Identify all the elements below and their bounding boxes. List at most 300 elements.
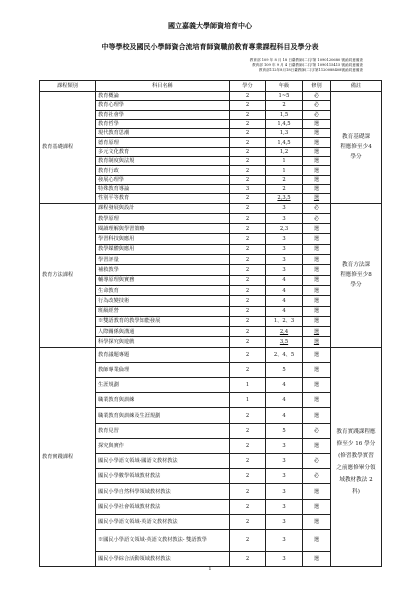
credits-cell (230, 147, 266, 156)
note-line: 教育方法課 (342, 262, 370, 269)
type-text: 必 (313, 93, 320, 100)
course-name-text: 性別平等教育 (98, 195, 130, 202)
credits-text: 2 (245, 130, 250, 137)
note-line: 程應修至少4 (340, 144, 372, 151)
credits-text: 2 (245, 367, 250, 373)
credits-text: 2 (245, 473, 250, 480)
note-line: 修至少 16 學分 (336, 440, 376, 447)
course-name-cell (96, 306, 230, 316)
course-name-text: 課程發展與設計 (98, 205, 135, 212)
note-cell (331, 92, 382, 204)
approval-line: 教育部112年8月18日臺教師(二)字第1120088408號函同意備查 (258, 68, 363, 72)
type-cell (303, 110, 331, 119)
year-cell (266, 551, 303, 566)
course-name-cell (96, 194, 230, 203)
credits-cell (230, 362, 266, 377)
type-cell (303, 138, 331, 147)
note-line: 之前應修畢分領 (336, 464, 376, 471)
year-cell (266, 393, 303, 408)
type-cell (303, 224, 331, 234)
type-cell (303, 393, 331, 408)
course-name-text: 職業教育與訓練及生涯規劃 (98, 412, 161, 419)
credits-text: 2 (245, 195, 250, 202)
approval-line: 教育部 109 年 8 月 18 日臺教師(二)字第 1090120680 號函同意備查 (249, 58, 363, 62)
credits-cell (230, 408, 266, 423)
year-cell (266, 194, 303, 203)
type-text: 必 (313, 473, 320, 480)
course-name-text: ※國民小學語文領域-英語文教材教法- 雙語教學 (98, 537, 207, 544)
course-name-text: 國民小學綜合活動領域教材教法 (98, 556, 171, 563)
credits-text: 2 (245, 442, 250, 449)
type-cell (303, 157, 331, 166)
year-cell (266, 327, 303, 337)
credits-cell (230, 101, 266, 110)
type-cell (303, 499, 331, 514)
year-text: 3 (282, 256, 286, 263)
type-text: 選 (313, 382, 320, 389)
course-name-cell (96, 175, 230, 184)
year-cell (266, 285, 303, 295)
year-text: 2,4 (279, 328, 289, 335)
year-cell (266, 347, 303, 362)
type-cell (303, 194, 331, 203)
course-name-cell (96, 255, 230, 265)
course-name-text: 教育制度與法規 (98, 158, 135, 165)
credits-cell (230, 166, 266, 175)
type-cell (303, 265, 331, 275)
year-text: 1~5 (278, 93, 290, 100)
type-text: 選 (313, 537, 320, 544)
year-text: 1 (282, 158, 286, 165)
year-text: 3,5 (279, 339, 289, 346)
table-row (40, 347, 382, 362)
credits-cell (230, 423, 266, 438)
course-name-cell (96, 296, 230, 306)
column-header: 科目名稱 (96, 81, 230, 92)
year-cell (266, 275, 303, 285)
credits-cell (230, 184, 266, 193)
credits-text: 2 (245, 225, 250, 232)
course-name-text: 國民小學社會領域教材教法 (98, 503, 161, 510)
credits-text: 2 (245, 518, 250, 525)
document-subtitle: 中等學校及國民小學師資合流培育師資職前教育專業課程科目及學分表 (101, 42, 319, 51)
credits-text: 1 (245, 382, 250, 389)
credits-cell (230, 454, 266, 469)
credits-text: 2 (245, 458, 250, 465)
credits-cell (230, 438, 266, 453)
type-text: 選 (313, 397, 320, 404)
course-name-cell (96, 551, 230, 566)
type-text: 必 (313, 102, 320, 109)
type-cell (303, 166, 331, 175)
course-name-cell (96, 285, 230, 295)
year-cell (266, 213, 303, 223)
type-cell (303, 147, 331, 156)
course-name-cell (96, 347, 230, 362)
type-cell (303, 337, 331, 347)
course-name-cell (96, 499, 230, 514)
type-cell (303, 255, 331, 265)
credits-cell (230, 378, 266, 393)
year-cell (266, 423, 303, 438)
course-name-text: 探究與實作 (98, 442, 124, 449)
course-name-text: 科學探究與遊戲 (98, 339, 135, 346)
course-name-text: 國民小學語文領域-國語文教材教法 (98, 458, 178, 465)
course-name-text: 教育社會學 (98, 111, 124, 118)
credits-text: 2 (245, 537, 250, 544)
credits-cell (230, 347, 266, 362)
type-text: 選 (313, 488, 320, 495)
course-name-cell (96, 484, 230, 499)
year-text: 2 (282, 186, 286, 193)
note-line: 科) (352, 488, 360, 495)
year-cell (266, 469, 303, 484)
type-cell (303, 551, 331, 566)
credits-cell (230, 529, 266, 551)
credits-cell (230, 119, 266, 128)
credits-text: 2 (245, 111, 250, 118)
type-text: 選 (313, 167, 320, 174)
year-cell (266, 138, 303, 147)
credits-text: 2 (245, 93, 250, 100)
type-cell (303, 92, 331, 101)
type-text: 選 (313, 442, 320, 449)
course-name-text: 現代教育思潮 (98, 130, 130, 137)
course-name-text: 職業教育與訓練 (98, 397, 135, 404)
credits-text: 2 (245, 205, 250, 212)
year-cell (266, 454, 303, 469)
type-cell (303, 423, 331, 438)
type-cell (303, 306, 331, 316)
column-header: 年級 (266, 81, 303, 92)
year-text: 1,4,5 (277, 121, 291, 128)
type-cell (303, 119, 331, 128)
course-name-cell (96, 166, 230, 175)
credits-text: 2 (245, 148, 250, 155)
course-name-text: 教學原理 (98, 215, 119, 222)
course-name-text: 輔導原理與實務 (98, 277, 135, 284)
type-cell (303, 378, 331, 393)
year-cell (266, 408, 303, 423)
credits-cell (230, 296, 266, 306)
year-cell (266, 438, 303, 453)
course-name-text: 特殊教育導論 (98, 186, 130, 193)
page-number: 1 (208, 566, 212, 572)
year-text: 5 (282, 427, 286, 434)
credits-cell (230, 275, 266, 285)
credits-cell (230, 138, 266, 147)
course-name-text: 人際關係與溝通 (98, 328, 135, 335)
year-text: 3 (282, 537, 286, 544)
type-text: 選 (313, 121, 320, 128)
course-name-text: 教育哲學 (98, 121, 119, 128)
course-name-cell (96, 362, 230, 377)
column-header: 備註 (331, 81, 382, 92)
course-name-cell (96, 92, 230, 101)
type-cell (303, 438, 331, 453)
type-text: 選 (313, 339, 320, 346)
type-text: 選 (313, 256, 320, 263)
type-text: 必 (313, 205, 320, 212)
type-text: 選 (313, 176, 320, 183)
course-name-text: 閱讀理解與學習策略 (98, 225, 145, 232)
note-line: (修習教學實習 (338, 452, 374, 459)
type-text: 選 (313, 318, 320, 325)
course-name-text: 補救教學 (98, 266, 119, 273)
course-name-cell (96, 101, 230, 110)
credits-text: 2 (245, 246, 250, 253)
category-cell: 教育實踐課程 (40, 347, 96, 566)
course-name-cell (96, 224, 230, 234)
year-text: 4 (282, 308, 286, 315)
category-cell: 教育基礎課程 (40, 92, 96, 204)
course-name-text: 行為改變技術 (98, 297, 130, 304)
course-name-text: 發展心理學 (98, 176, 124, 183)
year-cell (266, 203, 303, 213)
course-table (39, 80, 382, 567)
year-cell (266, 129, 303, 138)
type-text: 選 (313, 518, 320, 525)
type-cell (303, 484, 331, 499)
year-text: 3 (282, 503, 286, 510)
document-title: 國立嘉義大學師資培育中心 (168, 21, 252, 30)
year-cell (266, 378, 303, 393)
note-line: 域教材教法 2 (339, 476, 373, 483)
year-cell (266, 362, 303, 377)
course-name-cell (96, 138, 230, 147)
course-name-cell (96, 423, 230, 438)
credits-text: 2 (245, 318, 250, 325)
credits-cell (230, 306, 266, 316)
table-row (40, 203, 382, 213)
type-cell (303, 514, 331, 529)
year-text: 3 (282, 215, 286, 222)
type-text: 必 (313, 458, 320, 465)
course-name-text: 班級經營 (98, 308, 119, 315)
year-text: 4 (282, 287, 286, 294)
course-name-text: 國民小學數學領域教材教法 (98, 473, 161, 480)
credits-text: 2 (245, 339, 250, 346)
credits-cell (230, 129, 266, 138)
type-text: 選 (313, 287, 320, 294)
type-text: 必 (313, 215, 320, 222)
credits-cell (230, 484, 266, 499)
year-cell (266, 110, 303, 119)
credits-text: 2 (245, 158, 250, 165)
credits-cell (230, 92, 266, 101)
year-text: 2 (282, 102, 286, 109)
course-name-cell (96, 147, 230, 156)
course-name-cell (96, 234, 230, 244)
credits-cell (230, 255, 266, 265)
type-cell (303, 316, 331, 326)
course-name-cell (96, 327, 230, 337)
type-cell (303, 454, 331, 469)
year-cell (266, 101, 303, 110)
credits-text: 2 (245, 102, 250, 109)
type-cell (303, 175, 331, 184)
credits-cell (230, 327, 266, 337)
credits-text: 2 (245, 167, 250, 174)
year-cell (266, 337, 303, 347)
type-text: 選 (313, 266, 320, 273)
year-text: 3 (282, 556, 286, 563)
year-text: 4 (282, 297, 286, 304)
credits-text: 2 (245, 412, 250, 419)
course-name-cell (96, 265, 230, 275)
year-cell (266, 255, 303, 265)
course-name-text: ※雙語教育的教學知能發展 (98, 318, 161, 325)
year-text: 4 (282, 277, 286, 284)
credits-text: 2 (245, 427, 250, 434)
credits-cell (230, 175, 266, 184)
course-name-text: 多元文化教育 (98, 148, 130, 155)
credits-cell (230, 203, 266, 213)
type-text: 選 (313, 367, 320, 373)
course-name-text: 教育概論 (98, 93, 119, 100)
course-name-cell (96, 157, 230, 166)
year-cell (266, 265, 303, 275)
credits-cell (230, 469, 266, 484)
year-text: 1,3 (279, 130, 289, 137)
course-name-text: 教育心理學 (98, 102, 124, 109)
course-name-text: 教育議題專題 (98, 351, 130, 358)
type-cell (303, 408, 331, 423)
type-cell (303, 101, 331, 110)
approval-notes (63, 58, 363, 73)
note-cell (331, 203, 382, 347)
credits-text: 2 (245, 139, 250, 146)
year-cell (266, 316, 303, 326)
year-text: 2,3,5 (277, 195, 291, 202)
course-name-text: 國民小學自然科學領域教材教法 (98, 488, 171, 495)
course-name-cell (96, 129, 230, 138)
course-name-cell (96, 378, 230, 393)
type-cell (303, 129, 331, 138)
credits-text: 2 (245, 287, 250, 294)
year-text: 1,5 (279, 111, 289, 118)
year-text: 2、4、5 (273, 351, 295, 358)
credits-text: 1 (245, 397, 250, 404)
type-cell (303, 327, 331, 337)
course-name-cell (96, 337, 230, 347)
credits-cell (230, 224, 266, 234)
credits-cell (230, 499, 266, 514)
course-name-text: 教師專業倫理 (98, 367, 130, 373)
year-text: 2 (282, 176, 286, 183)
type-text: 選 (313, 351, 320, 358)
year-cell (266, 484, 303, 499)
type-cell (303, 184, 331, 193)
year-text: 3 (282, 205, 286, 212)
credits-cell (230, 157, 266, 166)
year-text: 5 (282, 367, 286, 373)
course-name-cell (96, 393, 230, 408)
course-name-cell (96, 213, 230, 223)
approval-line: 教育部 109 年 9 月 4 日臺教師(二)字第 1090115415 號函同意備查 (252, 63, 363, 67)
credits-text: 2 (245, 121, 250, 128)
course-name-cell (96, 119, 230, 128)
credits-text: 2 (245, 176, 250, 183)
credits-cell (230, 265, 266, 275)
course-name-cell (96, 438, 230, 453)
column-header: 課程類別 (40, 81, 96, 92)
type-text: 選 (313, 246, 320, 253)
year-cell (266, 296, 303, 306)
type-text: 選 (313, 225, 320, 232)
year-text: 1、2、3 (273, 318, 295, 325)
type-text: 選 (313, 412, 320, 419)
credits-text: 3 (245, 186, 250, 193)
type-cell (303, 275, 331, 285)
credits-text: 2 (245, 236, 250, 243)
course-name-text: 教學媒體與應用 (98, 246, 135, 253)
credits-cell (230, 285, 266, 295)
type-cell (303, 296, 331, 306)
credits-text: 2 (245, 503, 250, 510)
type-cell (303, 203, 331, 213)
year-text: 1,2 (279, 148, 289, 155)
year-cell (266, 157, 303, 166)
course-name-cell (96, 110, 230, 119)
table-row (40, 92, 382, 101)
credits-cell (230, 234, 266, 244)
note-cell (331, 347, 382, 566)
credits-cell (230, 110, 266, 119)
year-cell (266, 234, 303, 244)
credits-cell (230, 316, 266, 326)
year-text: 3 (282, 473, 286, 480)
credits-text: 2 (245, 556, 250, 563)
type-cell (303, 213, 331, 223)
credits-text: 2 (245, 277, 250, 284)
course-name-cell (96, 184, 230, 193)
type-cell (303, 285, 331, 295)
year-text: 3 (282, 266, 286, 273)
type-cell (303, 347, 331, 362)
type-text: 選 (313, 503, 320, 510)
year-cell (266, 119, 303, 128)
course-name-text: 生涯規劃 (98, 382, 119, 389)
note-line: 教育實踐課程應 (336, 428, 376, 435)
course-name-cell (96, 275, 230, 285)
type-cell (303, 469, 331, 484)
type-text: 選 (313, 195, 320, 202)
course-name-cell (96, 316, 230, 326)
type-text: 選 (313, 277, 320, 284)
note-line: 教育基礎課 (342, 134, 370, 141)
year-cell (266, 175, 303, 184)
course-name-cell (96, 408, 230, 423)
type-text: 必 (313, 111, 320, 118)
credits-text: 2 (245, 328, 250, 335)
credits-text: 2 (245, 488, 250, 495)
course-name-text: 教育行政 (98, 167, 119, 174)
course-name-cell (96, 469, 230, 484)
year-text: 3 (282, 488, 286, 495)
credits-cell (230, 244, 266, 254)
year-text: 3 (282, 442, 286, 449)
note-line: 程應修至少8 (340, 272, 372, 279)
course-name-text: 學習評量 (98, 256, 119, 263)
course-name-cell (96, 454, 230, 469)
year-text: 4 (282, 412, 286, 419)
type-text: 選 (313, 158, 320, 165)
type-text: 選 (313, 139, 320, 146)
type-text: 選 (313, 130, 320, 137)
year-text: 2,3 (279, 225, 289, 232)
category-cell: 教育方法課程 (40, 203, 96, 347)
